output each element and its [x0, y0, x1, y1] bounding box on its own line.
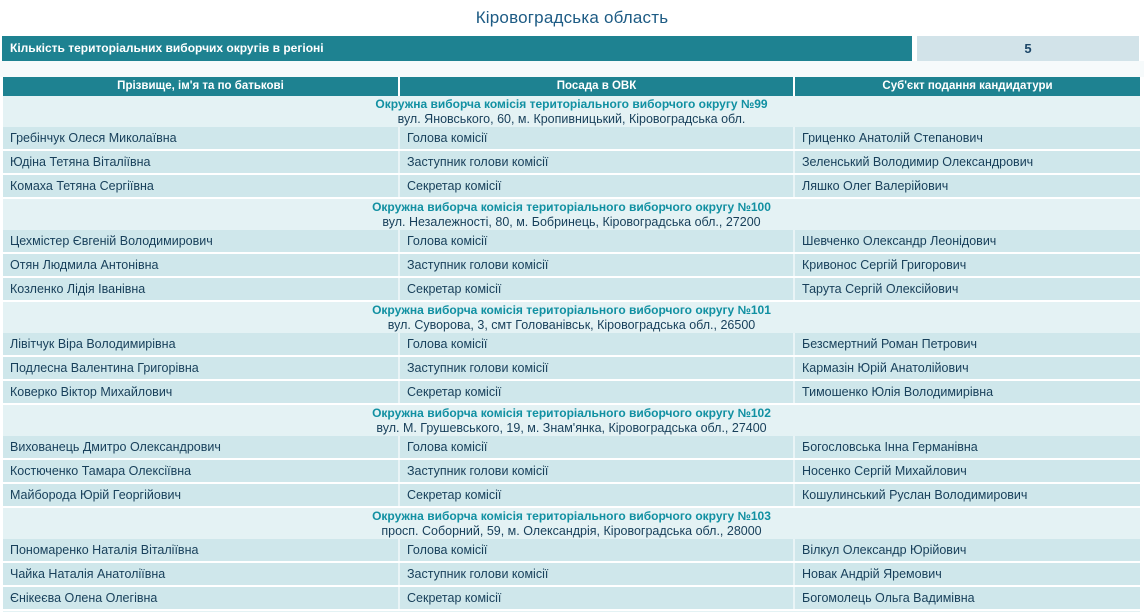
cell-nominator: Новак Андрій Яремович — [793, 563, 1140, 585]
commission-table — [3, 77, 1140, 612]
table-row — [3, 357, 1140, 379]
column-header-nominator: Суб'єкт подання кандидатури — [795, 77, 1140, 96]
cell-position: Секретар комісії — [398, 484, 795, 506]
table-body — [3, 96, 1140, 609]
cell-nominator: Богословська Інна Германівна — [793, 436, 1140, 458]
cell-nominator: Тарута Сергій Олексійович — [793, 278, 1140, 300]
cell-position: Голова комісії — [398, 539, 795, 561]
cell-name: Юдіна Тетяна Віталіївна — [3, 151, 400, 173]
cell-position: Голова комісії — [398, 436, 795, 458]
cell-name: Гребінчук Олеся Миколаївна — [3, 127, 400, 149]
cell-position: Заступник голови комісії — [398, 563, 795, 585]
table-row — [3, 539, 1140, 561]
cell-name: Подлесна Валентина Григорівна — [3, 357, 400, 379]
cell-position: Заступник голови комісії — [398, 254, 795, 276]
cell-nominator: Кривонос Сергій Григорович — [793, 254, 1140, 276]
cell-nominator: Ляшко Олег Валерійович — [793, 175, 1140, 197]
cell-position: Голова комісії — [398, 230, 795, 252]
column-header-name: Прізвище, ім'я та по батькові — [3, 77, 400, 96]
table-row — [3, 484, 1140, 506]
spacer — [0, 61, 1144, 77]
district-count-label: Кількість територіальних виборчих округів в регіоні — [2, 36, 912, 61]
section-title: Окружна виборча комісія територіального виборчого округу №100 — [372, 200, 771, 214]
table-row — [3, 151, 1140, 173]
cell-position: Заступник голови комісії — [398, 357, 795, 379]
section-title: Окружна виборча комісія територіального виборчого округу №99 — [375, 97, 768, 111]
cell-nominator: Кошулинський Руслан Володимирович — [793, 484, 1140, 506]
cell-name: Майборода Юрій Георгійович — [3, 484, 400, 506]
cell-position: Голова комісії — [398, 127, 795, 149]
table-row — [3, 563, 1140, 585]
table-row — [3, 381, 1140, 403]
cell-nominator: Кармазін Юрій Анатолійович — [793, 357, 1140, 379]
table-row — [3, 587, 1140, 609]
cell-name: Цехмістер Євгеній Володимирович — [3, 230, 400, 252]
page-header — [0, 0, 1144, 36]
table-header-row — [3, 77, 1140, 96]
cell-name: Єнікеєва Олена Олегівна — [3, 587, 400, 609]
table-row — [3, 175, 1140, 197]
table-row — [3, 436, 1140, 458]
cell-name: Лівітчук Віра Володимирівна — [3, 333, 400, 355]
cell-position: Секретар комісії — [398, 381, 795, 403]
column-header-position: Посада в ОВК — [400, 77, 795, 96]
cell-name: Пономаренко Наталія Віталіївна — [3, 539, 400, 561]
section-address: вул. Яновського, 60, м. Кропивницький, Кіровоградська обл. — [397, 112, 746, 126]
cell-nominator: Вілкул Олександр Юрійович — [793, 539, 1140, 561]
table-row — [3, 278, 1140, 300]
table-row — [3, 127, 1140, 149]
cell-nominator: Гриценко Анатолій Степанович — [793, 127, 1140, 149]
page-title: Кіровоградська область — [475, 8, 669, 27]
cell-position: Секретар комісії — [398, 175, 795, 197]
section-address: вул. Суворова, 3, смт Голованівськ, Кіровоградська обл., 26500 — [387, 318, 756, 332]
cell-position: Заступник голови комісії — [398, 460, 795, 482]
section-address: просп. Соборний, 59, м. Олександрія, Кіровоградська обл., 28000 — [381, 524, 762, 538]
cell-nominator: Зеленський Володимир Олександрович — [793, 151, 1140, 173]
section-header — [3, 302, 1140, 333]
section-title: Окружна виборча комісія територіального виборчого округу №103 — [372, 509, 771, 523]
table-row — [3, 230, 1140, 252]
cell-position: Голова комісії — [398, 333, 795, 355]
cell-position: Заступник голови комісії — [398, 151, 795, 173]
cell-name: Козленко Лідія Іванівна — [3, 278, 400, 300]
section-header — [3, 405, 1140, 436]
cell-nominator: Носенко Сергій Михайлович — [793, 460, 1140, 482]
section-address: вул. Незалежності, 80, м. Бобринець, Кіровоградська обл., 27200 — [382, 215, 761, 229]
table-row — [3, 333, 1140, 355]
section-header — [3, 96, 1140, 127]
section-header — [3, 508, 1140, 539]
cell-name: Чайка Наталія Анатоліївна — [3, 563, 400, 585]
cell-name: Костюченко Тамара Олексіївна — [3, 460, 400, 482]
cell-nominator: Шевченко Олександр Леонідович — [793, 230, 1140, 252]
cell-nominator: Тимошенко Юлія Володимирівна — [793, 381, 1140, 403]
cell-nominator: Безсмертний Роман Петрович — [793, 333, 1140, 355]
section-title: Окружна виборча комісія територіального виборчого округу №102 — [372, 406, 771, 420]
cell-name: Вихованець Дмитро Олександрович — [3, 436, 400, 458]
cell-position: Секретар комісії — [398, 587, 795, 609]
section-title: Окружна виборча комісія територіального виборчого округу №101 — [372, 303, 771, 317]
cell-position: Секретар комісії — [398, 278, 795, 300]
district-count-value: 5 — [917, 36, 1139, 61]
table-row — [3, 460, 1140, 482]
cell-name: Коверко Віктор Михайлович — [3, 381, 400, 403]
cell-nominator: Богомолець Ольга Вадимівна — [793, 587, 1140, 609]
cell-name: Отян Людмила Антонівна — [3, 254, 400, 276]
section-header — [3, 199, 1140, 230]
section-address: вул. М. Грушевського, 19, м. Знам'янка, Кіровоградська обл., 27400 — [376, 421, 767, 435]
table-row — [3, 254, 1140, 276]
district-count-bar — [2, 36, 1139, 61]
cell-name: Комаха Тетяна Сергіївна — [3, 175, 400, 197]
